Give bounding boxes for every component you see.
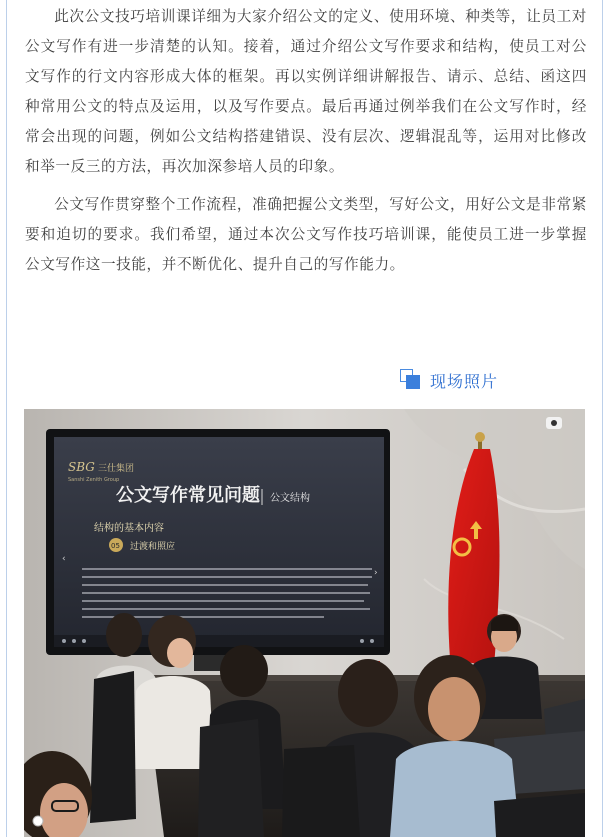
screen-badge-label: 过渡和照应 (130, 542, 176, 552)
screen-logo-sub: Sanshi Zenith Group (68, 477, 120, 483)
screen-logo-name: 三仕集团 (98, 464, 135, 474)
scene-photo-drawing (24, 409, 585, 837)
screen-logo-mark: SBG (68, 460, 95, 474)
square-bullet-icon (400, 369, 422, 391)
section-heading-label: 现场照片 (430, 371, 499, 391)
article-paragraph-2: 公文写作贯穿整个工作流程，准确把握公文类型，写好公文，用好公文是非常紧要和迫切的要求。我们希望，通过本次公文写作技巧培训课，能使员工进一步掌握公文写作这一技能，并不断优化、提升自己的写作能力。 (25, 196, 587, 273)
article-paragraph-1: 此次公文技巧培训课详细为大家介绍公文的定义、使用环境、种类等，让员工对公文写作有进一步清楚的认知。接着，通过介绍公文写作要求和结构，使员工对公文写作的行文内容形成大体的框架。再以实例详细讲解报告、请示、总结、函这四种常用公文的特点及运用，以及写作要点。最后再通过例举我们在公文写作时，经常会出现的问题，例如公文结构搭建错误、没有层次、逻辑混乱等，运用对比修改和举一反三的方法，再次加深参培人员的印象。 (25, 8, 587, 175)
svg-text:›: › (374, 568, 378, 578)
screen-title: 公文写作常见问题 (116, 485, 260, 506)
svg-text:‹: ‹ (62, 554, 66, 564)
screen-text-lines (82, 569, 372, 617)
article-body (25, 2, 587, 288)
screen-tag: 公文结构 (270, 493, 310, 504)
screen-badge: 05 (111, 542, 120, 550)
section-heading (400, 365, 498, 395)
scene-photo (24, 409, 585, 837)
screen-subtitle: 结构的基本内容 (94, 523, 164, 534)
